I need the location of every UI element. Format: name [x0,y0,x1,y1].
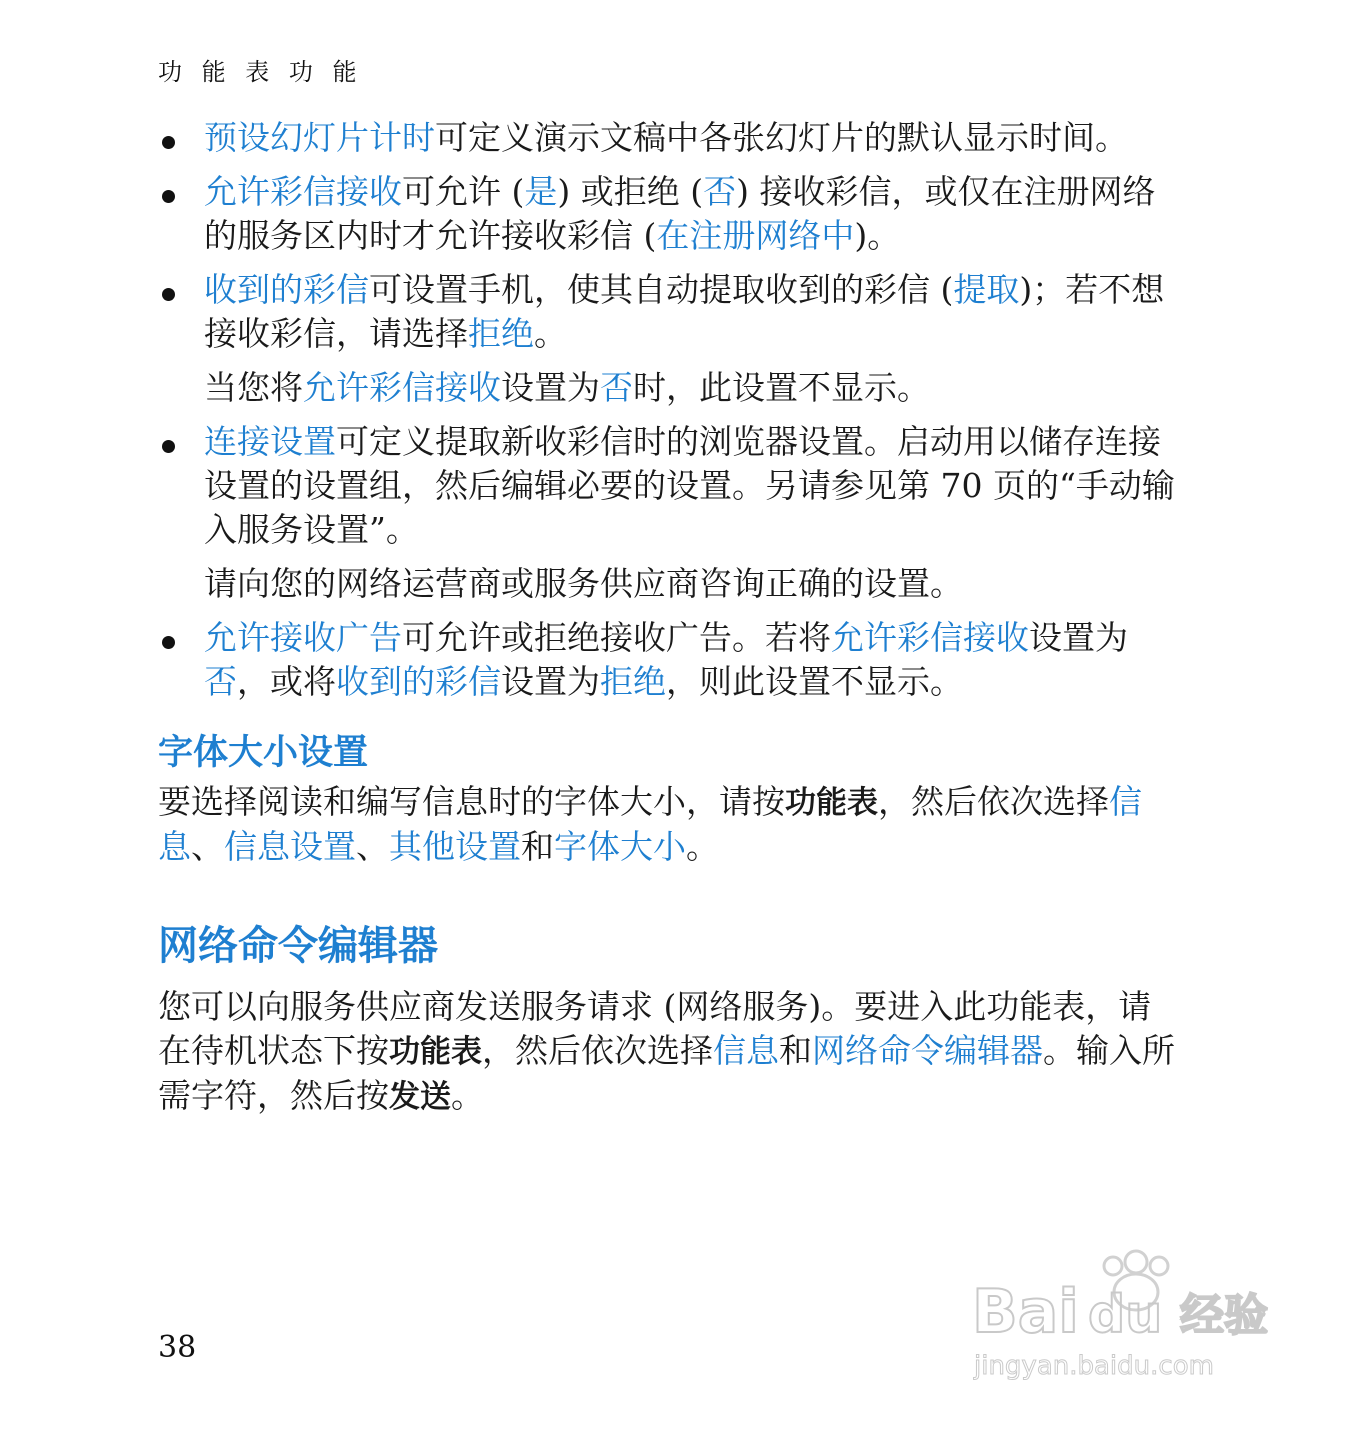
text-run: 。 [534,314,567,353]
network-command-heading: 网络命令编辑器 [158,923,438,969]
text-run: 可定义提取新收彩信时的浏览器设置。启动用以储存连接设置的设置组，然后编辑必要的设置。另请参见第 70 页的“手动输入服务设置”。 [204,422,1175,549]
bullet-text [204,116,1183,160]
bullet-text [204,268,1183,356]
bullet-received-mms [158,268,1183,356]
menu-term-link: 信息 [158,782,1142,866]
menu-term-link: 允许彩信接收 [303,368,501,407]
menu-term-link: 提取 [953,270,1020,309]
menu-term-link: 其他设置 [389,827,521,866]
page-number: 38 [158,1330,197,1365]
bullet-dot [162,190,175,203]
page-content [158,116,1183,1119]
bullet-text [204,420,1183,552]
text-run: 设置为 [1029,618,1128,657]
bullet-dot [162,288,175,301]
bullet-connection-settings [158,420,1183,552]
menu-term-link: 允许接收广告 [204,618,402,657]
text-run: 可允许或拒绝接收广告。若将 [402,618,831,657]
bullet-dot [162,136,175,149]
menu-term-link: 是 [524,172,558,211]
text-run: 可允许 ( [402,172,525,211]
connection-settings-note [204,562,1183,606]
received-mms-note [204,366,1183,410]
text-run: 请向您的网络运营商或服务供应商咨询正确的设置。 [204,564,963,603]
baidu-jingyan-watermark-logo [968,1232,1288,1392]
menu-term-link: 信息设置 [224,827,356,866]
key-label: 功能表 [389,1034,482,1070]
text-run: 、 [356,827,389,866]
font-size-heading: 字体大小设置 [158,733,369,773]
bullet-dot [162,636,175,649]
text-run: ，则此设置不显示。 [666,662,963,701]
text-run: )；若不想接收彩信，请选择 [204,270,1165,353]
menu-term-link: 在注册网络中 [656,216,855,255]
text-run: ，然后依次选择 [878,782,1109,821]
menu-term-link: 否 [600,368,633,407]
text-run: 时，此设置不显示。 [633,368,930,407]
key-label: 功能表 [785,785,878,821]
text-run: 。 [686,827,719,866]
menu-term-link: 连接设置 [204,422,336,461]
bullet-slide-timing [158,116,1183,160]
text-run: ，然后依次选择 [482,1031,713,1070]
svg-text:Bai: Bai [972,1277,1079,1347]
text-run: 和 [521,827,554,866]
network-command-paragraph [158,985,1183,1119]
menu-term-link: 否 [703,172,737,211]
bullet-dot [162,440,175,453]
text-run: 当您将 [204,368,303,407]
menu-term-link: 拒绝 [600,662,666,701]
bullet-allow-mms [158,170,1183,258]
text-run: ) 或拒绝 ( [557,172,704,211]
menu-term-link: 收到的彩信 [204,270,369,309]
text-run: )。 [854,216,901,255]
svg-text:du: du [1088,1285,1163,1345]
text-run: ，或将 [237,662,336,701]
text-run: 。 [451,1076,484,1115]
bullet-allow-ads [158,616,1183,704]
settings-bullet-list-2 [158,420,1183,552]
svg-text:经验: 经验 [1180,1290,1268,1341]
text-run: 您可以向服务供应商发送服务请求 (网络服务)。要进入此功能表，请在待机状态下按 [158,987,1152,1070]
text-run: 设置为 [501,368,600,407]
settings-bullet-list [158,116,1183,356]
text-run: ) 接收彩信，或仅在注册网络的服务区内时才允许接收彩信 ( [204,172,1156,255]
page-header-title: 功 能 表 功 能 [158,58,363,86]
menu-term-link: 允许彩信接收 [204,172,402,211]
text-run: 和 [779,1031,812,1070]
menu-term-link: 收到的彩信 [336,662,501,701]
svg-text:jingyan.baidu.com: jingyan.baidu.com [974,1351,1214,1381]
text-run: 、 [191,827,224,866]
text-run: 可定义演示文稿中各张幻灯片的默认显示时间。 [435,118,1128,157]
menu-term-link: 允许彩信接收 [831,618,1029,657]
settings-bullet-list-3 [158,616,1183,704]
menu-term-link: 网络命令编辑器 [812,1031,1043,1070]
menu-term-link: 字体大小 [554,827,686,866]
text-run: 要选择阅读和编写信息时的字体大小，请按 [158,782,785,821]
bullet-text [204,616,1183,704]
text-run: 可设置手机，使其自动提取收到的彩信 ( [369,270,954,309]
bullet-text [204,170,1183,258]
menu-term-link: 拒绝 [468,314,534,353]
menu-term-link: 预设幻灯片计时 [204,118,435,157]
key-label: 发送 [389,1079,451,1115]
font-size-paragraph [158,780,1183,869]
text-run: 设置为 [501,662,600,701]
menu-term-link: 否 [204,662,237,701]
menu-term-link: 信息 [713,1031,779,1070]
text-run: 。输入所需字符，然后按 [158,1031,1175,1115]
